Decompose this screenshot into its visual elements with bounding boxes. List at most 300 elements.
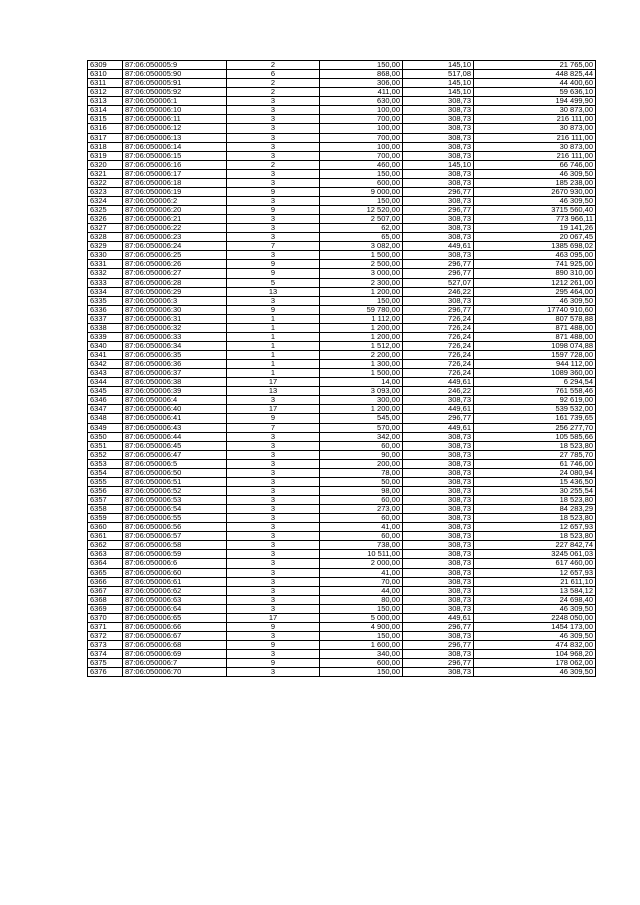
rate-cell: 308,73 xyxy=(403,514,474,523)
cadastral-number: 87:06:050006:35 xyxy=(123,351,227,360)
row-number: 6332 xyxy=(88,269,123,278)
row-number: 6363 xyxy=(88,550,123,559)
value-cell: 227 842,74 xyxy=(474,541,596,550)
value-cell: 17740 910,60 xyxy=(474,305,596,314)
category-cell: 2 xyxy=(227,160,320,169)
table-row xyxy=(88,61,596,70)
area-cell: 150,00 xyxy=(320,668,403,677)
category-cell: 7 xyxy=(227,423,320,432)
rate-cell: 296,77 xyxy=(403,260,474,269)
row-number: 6339 xyxy=(88,332,123,341)
table-row xyxy=(88,296,596,305)
cadastral-number: 87:06:050006:24 xyxy=(123,242,227,251)
category-cell: 3 xyxy=(227,196,320,205)
area-cell: 12 520,00 xyxy=(320,206,403,215)
table-row xyxy=(88,577,596,586)
row-number: 6329 xyxy=(88,242,123,251)
row-number: 6318 xyxy=(88,142,123,151)
area-cell: 62,00 xyxy=(320,224,403,233)
value-cell: 216 111,00 xyxy=(474,151,596,160)
cadastral-number: 87:06:050006:23 xyxy=(123,233,227,242)
value-cell: 1385 698,02 xyxy=(474,242,596,251)
category-cell: 5 xyxy=(227,278,320,287)
value-cell: 46 309,50 xyxy=(474,296,596,305)
cadastral-number: 87:06:050006:70 xyxy=(123,668,227,677)
rate-cell: 527,07 xyxy=(403,278,474,287)
value-cell: 1597 728,00 xyxy=(474,351,596,360)
table-row xyxy=(88,595,596,604)
rate-cell: 726,24 xyxy=(403,341,474,350)
row-number: 6368 xyxy=(88,595,123,604)
rate-cell: 449,61 xyxy=(403,242,474,251)
area-cell: 41,00 xyxy=(320,568,403,577)
area-cell: 1 200,00 xyxy=(320,323,403,332)
cadastral-number: 87:06:050006:51 xyxy=(123,477,227,486)
category-cell: 3 xyxy=(227,550,320,559)
area-cell: 1 200,00 xyxy=(320,405,403,414)
row-number: 6373 xyxy=(88,641,123,650)
category-cell: 7 xyxy=(227,242,320,251)
category-cell: 3 xyxy=(227,178,320,187)
category-cell: 3 xyxy=(227,169,320,178)
rate-cell: 726,24 xyxy=(403,369,474,378)
row-number: 6375 xyxy=(88,659,123,668)
area-cell: 700,00 xyxy=(320,115,403,124)
cadastral-number: 87:06:050006:57 xyxy=(123,532,227,541)
cadastral-number: 87:06:050006:52 xyxy=(123,486,227,495)
category-cell: 3 xyxy=(227,233,320,242)
category-cell: 3 xyxy=(227,106,320,115)
cadastral-number: 87:06:050006:36 xyxy=(123,360,227,369)
row-number: 6350 xyxy=(88,432,123,441)
rate-cell: 145,10 xyxy=(403,61,474,70)
rate-cell: 517,08 xyxy=(403,70,474,79)
cadastral-number: 87:06:050006:40 xyxy=(123,405,227,414)
area-cell: 868,00 xyxy=(320,70,403,79)
rate-cell: 308,73 xyxy=(403,496,474,505)
rate-cell: 308,73 xyxy=(403,133,474,142)
area-cell: 150,00 xyxy=(320,296,403,305)
cadastral-number: 87:06:050006:39 xyxy=(123,387,227,396)
area-cell: 100,00 xyxy=(320,142,403,151)
cadastral-number: 87:06:050006:25 xyxy=(123,251,227,260)
area-cell: 2 000,00 xyxy=(320,559,403,568)
area-cell: 342,00 xyxy=(320,432,403,441)
value-cell: 2248 050,00 xyxy=(474,613,596,622)
row-number: 6331 xyxy=(88,260,123,269)
category-cell: 3 xyxy=(227,505,320,514)
area-cell: 4 900,00 xyxy=(320,622,403,631)
table-row xyxy=(88,196,596,205)
category-cell: 9 xyxy=(227,206,320,215)
row-number: 6344 xyxy=(88,378,123,387)
area-cell: 1 600,00 xyxy=(320,641,403,650)
value-cell: 1098 074,88 xyxy=(474,341,596,350)
cadastral-number: 87:06:050006:45 xyxy=(123,441,227,450)
area-cell: 3 082,00 xyxy=(320,242,403,251)
area-cell: 50,00 xyxy=(320,477,403,486)
table-row xyxy=(88,160,596,169)
rate-cell: 308,73 xyxy=(403,106,474,115)
row-number: 6313 xyxy=(88,97,123,106)
area-cell: 700,00 xyxy=(320,133,403,142)
row-number: 6340 xyxy=(88,341,123,350)
category-cell: 2 xyxy=(227,61,320,70)
rate-cell: 308,73 xyxy=(403,432,474,441)
table-row xyxy=(88,586,596,595)
category-cell: 2 xyxy=(227,88,320,97)
rate-cell: 145,10 xyxy=(403,79,474,88)
cadastral-number: 87:06:050006:20 xyxy=(123,206,227,215)
category-cell: 3 xyxy=(227,459,320,468)
rate-cell: 726,24 xyxy=(403,323,474,332)
category-cell: 13 xyxy=(227,387,320,396)
category-cell: 17 xyxy=(227,378,320,387)
value-cell: 161 739,65 xyxy=(474,414,596,423)
rate-cell: 296,77 xyxy=(403,187,474,196)
row-number: 6326 xyxy=(88,215,123,224)
cadastral-number: 87:06:050006:2 xyxy=(123,196,227,205)
table-row xyxy=(88,641,596,650)
area-cell: 150,00 xyxy=(320,169,403,178)
value-cell: 18 523,80 xyxy=(474,514,596,523)
area-cell: 44,00 xyxy=(320,586,403,595)
table-row xyxy=(88,505,596,514)
cadastral-number: 87:06:050006:58 xyxy=(123,541,227,550)
value-cell: 20 067,45 xyxy=(474,233,596,242)
rate-cell: 308,73 xyxy=(403,178,474,187)
table-row xyxy=(88,224,596,233)
table-row xyxy=(88,423,596,432)
cadastral-number: 87:06:050006:4 xyxy=(123,396,227,405)
category-cell: 3 xyxy=(227,432,320,441)
rate-cell: 308,73 xyxy=(403,115,474,124)
category-cell: 3 xyxy=(227,396,320,405)
category-cell: 3 xyxy=(227,124,320,133)
cadastral-number: 87:06:050006:16 xyxy=(123,160,227,169)
category-cell: 3 xyxy=(227,486,320,495)
row-number: 6365 xyxy=(88,568,123,577)
value-cell: 463 095,00 xyxy=(474,251,596,260)
row-number: 6364 xyxy=(88,559,123,568)
rate-cell: 296,77 xyxy=(403,641,474,650)
value-cell: 24 080,94 xyxy=(474,468,596,477)
category-cell: 17 xyxy=(227,613,320,622)
row-number: 6338 xyxy=(88,323,123,332)
rate-cell: 308,73 xyxy=(403,251,474,260)
area-cell: 1 300,00 xyxy=(320,360,403,369)
cadastral-number: 87:06:050006:44 xyxy=(123,432,227,441)
cadastral-number: 87:06:050006:5 xyxy=(123,459,227,468)
area-cell: 60,00 xyxy=(320,532,403,541)
rate-cell: 449,61 xyxy=(403,405,474,414)
row-number: 6309 xyxy=(88,61,123,70)
cadastral-number: 87:06:050005:92 xyxy=(123,88,227,97)
category-cell: 1 xyxy=(227,332,320,341)
value-cell: 46 309,50 xyxy=(474,196,596,205)
area-cell: 1 200,00 xyxy=(320,332,403,341)
table-row xyxy=(88,477,596,486)
area-cell: 78,00 xyxy=(320,468,403,477)
row-number: 6341 xyxy=(88,351,123,360)
category-cell: 1 xyxy=(227,341,320,350)
row-number: 6351 xyxy=(88,441,123,450)
value-cell: 105 585,66 xyxy=(474,432,596,441)
cadastral-number: 87:06:050006:32 xyxy=(123,323,227,332)
area-cell: 59 780,00 xyxy=(320,305,403,314)
table-row xyxy=(88,559,596,568)
value-cell: 46 309,50 xyxy=(474,668,596,677)
rate-cell: 308,73 xyxy=(403,224,474,233)
row-number: 6324 xyxy=(88,196,123,205)
rate-cell: 308,73 xyxy=(403,550,474,559)
value-cell: 1454 173,00 xyxy=(474,622,596,631)
cadastral-number: 87:06:050006:43 xyxy=(123,423,227,432)
cadastral-number: 87:06:050006:7 xyxy=(123,659,227,668)
area-cell: 200,00 xyxy=(320,459,403,468)
row-number: 6330 xyxy=(88,251,123,260)
category-cell: 9 xyxy=(227,260,320,269)
category-cell: 6 xyxy=(227,70,320,79)
value-cell: 185 238,00 xyxy=(474,178,596,187)
value-cell: 27 785,70 xyxy=(474,450,596,459)
area-cell: 60,00 xyxy=(320,514,403,523)
category-cell: 3 xyxy=(227,477,320,486)
cadastral-number: 87:06:050006:30 xyxy=(123,305,227,314)
rate-cell: 726,24 xyxy=(403,360,474,369)
area-cell: 411,00 xyxy=(320,88,403,97)
category-cell: 3 xyxy=(227,650,320,659)
category-cell: 3 xyxy=(227,441,320,450)
rate-cell: 308,73 xyxy=(403,486,474,495)
area-cell: 80,00 xyxy=(320,595,403,604)
area-cell: 150,00 xyxy=(320,631,403,640)
cadastral-number: 87:06:050006:13 xyxy=(123,133,227,142)
cadastral-number: 87:06:050006:60 xyxy=(123,568,227,577)
value-cell: 18 523,80 xyxy=(474,496,596,505)
row-number: 6352 xyxy=(88,450,123,459)
category-cell: 1 xyxy=(227,314,320,323)
category-cell: 3 xyxy=(227,631,320,640)
area-cell: 3 000,00 xyxy=(320,269,403,278)
row-number: 6348 xyxy=(88,414,123,423)
table-row xyxy=(88,369,596,378)
table-row xyxy=(88,151,596,160)
category-cell: 3 xyxy=(227,577,320,586)
value-cell: 871 488,00 xyxy=(474,323,596,332)
rate-cell: 726,24 xyxy=(403,351,474,360)
value-cell: 19 141,26 xyxy=(474,224,596,233)
value-cell: 448 825,44 xyxy=(474,70,596,79)
cadastral-number: 87:06:050006:67 xyxy=(123,631,227,640)
category-cell: 9 xyxy=(227,269,320,278)
value-cell: 13 584,12 xyxy=(474,586,596,595)
value-cell: 66 746,00 xyxy=(474,160,596,169)
cadastral-number: 87:06:050006:33 xyxy=(123,332,227,341)
rate-cell: 308,73 xyxy=(403,650,474,659)
cadastral-number: 87:06:050006:47 xyxy=(123,450,227,459)
category-cell: 3 xyxy=(227,604,320,613)
cadastral-number: 87:06:050006:29 xyxy=(123,287,227,296)
row-number: 6335 xyxy=(88,296,123,305)
row-number: 6315 xyxy=(88,115,123,124)
value-cell: 617 460,00 xyxy=(474,559,596,568)
category-cell: 3 xyxy=(227,115,320,124)
rate-cell: 308,73 xyxy=(403,604,474,613)
row-number: 6343 xyxy=(88,369,123,378)
cadastral-number: 87:06:050006:28 xyxy=(123,278,227,287)
rate-cell: 145,10 xyxy=(403,88,474,97)
table-row xyxy=(88,124,596,133)
area-cell: 98,00 xyxy=(320,486,403,495)
area-cell: 600,00 xyxy=(320,659,403,668)
table-row xyxy=(88,514,596,523)
table-row xyxy=(88,432,596,441)
cadastral-number: 87:06:050006:59 xyxy=(123,550,227,559)
rate-cell: 308,73 xyxy=(403,124,474,133)
area-cell: 60,00 xyxy=(320,496,403,505)
area-cell: 2 507,00 xyxy=(320,215,403,224)
value-cell: 761 558,46 xyxy=(474,387,596,396)
category-cell: 3 xyxy=(227,97,320,106)
area-cell: 90,00 xyxy=(320,450,403,459)
table-row xyxy=(88,314,596,323)
category-cell: 17 xyxy=(227,405,320,414)
table-row xyxy=(88,215,596,224)
table-row xyxy=(88,414,596,423)
cadastral-number: 87:06:050006:55 xyxy=(123,514,227,523)
value-cell: 741 925,00 xyxy=(474,260,596,269)
area-cell: 70,00 xyxy=(320,577,403,586)
table-row xyxy=(88,486,596,495)
row-number: 6334 xyxy=(88,287,123,296)
row-number: 6359 xyxy=(88,514,123,523)
cadastral-number: 87:06:050006:3 xyxy=(123,296,227,305)
value-cell: 2670 930,00 xyxy=(474,187,596,196)
table-row xyxy=(88,206,596,215)
row-number: 6333 xyxy=(88,278,123,287)
row-number: 6346 xyxy=(88,396,123,405)
category-cell: 3 xyxy=(227,296,320,305)
table-row xyxy=(88,97,596,106)
row-number: 6311 xyxy=(88,79,123,88)
row-number: 6369 xyxy=(88,604,123,613)
area-cell: 2 500,00 xyxy=(320,260,403,269)
area-cell: 1 512,00 xyxy=(320,341,403,350)
area-cell: 2 300,00 xyxy=(320,278,403,287)
cadastral-number: 87:06:050006:69 xyxy=(123,650,227,659)
value-cell: 6 294,54 xyxy=(474,378,596,387)
value-cell: 30 873,00 xyxy=(474,106,596,115)
value-cell: 61 746,00 xyxy=(474,459,596,468)
value-cell: 18 523,80 xyxy=(474,532,596,541)
area-cell: 1 500,00 xyxy=(320,369,403,378)
value-cell: 773 966,11 xyxy=(474,215,596,224)
row-number: 6372 xyxy=(88,631,123,640)
area-cell: 60,00 xyxy=(320,441,403,450)
area-cell: 300,00 xyxy=(320,396,403,405)
row-number: 6357 xyxy=(88,496,123,505)
rate-cell: 308,73 xyxy=(403,532,474,541)
table-row xyxy=(88,387,596,396)
table-row xyxy=(88,604,596,613)
area-cell: 545,00 xyxy=(320,414,403,423)
value-cell: 1212 261,00 xyxy=(474,278,596,287)
rate-cell: 308,73 xyxy=(403,668,474,677)
cadastral-number: 87:06:050006:56 xyxy=(123,523,227,532)
cadastral-number: 87:06:050006:63 xyxy=(123,595,227,604)
area-cell: 273,00 xyxy=(320,505,403,514)
table-row xyxy=(88,468,596,477)
cadastral-number: 87:06:050006:10 xyxy=(123,106,227,115)
rate-cell: 308,73 xyxy=(403,595,474,604)
rate-cell: 296,77 xyxy=(403,659,474,668)
category-cell: 3 xyxy=(227,468,320,477)
row-number: 6349 xyxy=(88,423,123,432)
row-number: 6336 xyxy=(88,305,123,314)
table-row xyxy=(88,88,596,97)
category-cell: 3 xyxy=(227,559,320,568)
rate-cell: 308,73 xyxy=(403,631,474,640)
category-cell: 9 xyxy=(227,414,320,423)
rate-cell: 308,73 xyxy=(403,468,474,477)
rate-cell: 308,73 xyxy=(403,396,474,405)
category-cell: 3 xyxy=(227,586,320,595)
cadastral-number: 87:06:050006:65 xyxy=(123,613,227,622)
table-row xyxy=(88,613,596,622)
value-cell: 46 309,50 xyxy=(474,631,596,640)
rate-cell: 308,73 xyxy=(403,215,474,224)
rate-cell: 296,77 xyxy=(403,269,474,278)
area-cell: 460,00 xyxy=(320,160,403,169)
table-row xyxy=(88,251,596,260)
category-cell: 3 xyxy=(227,514,320,523)
rate-cell: 308,73 xyxy=(403,196,474,205)
value-cell: 30 255,54 xyxy=(474,486,596,495)
table-row xyxy=(88,70,596,79)
row-number: 6361 xyxy=(88,532,123,541)
category-cell: 9 xyxy=(227,659,320,668)
value-cell: 871 488,00 xyxy=(474,332,596,341)
cadastral-number: 87:06:050006:53 xyxy=(123,496,227,505)
cadastral-number: 87:06:050006:17 xyxy=(123,169,227,178)
area-cell: 100,00 xyxy=(320,106,403,115)
category-cell: 3 xyxy=(227,251,320,260)
value-cell: 46 309,50 xyxy=(474,169,596,178)
rate-cell: 449,61 xyxy=(403,378,474,387)
table-row xyxy=(88,133,596,142)
table-row xyxy=(88,568,596,577)
category-cell: 3 xyxy=(227,151,320,160)
row-number: 6316 xyxy=(88,124,123,133)
value-cell: 178 062,00 xyxy=(474,659,596,668)
category-cell: 3 xyxy=(227,224,320,233)
table-row xyxy=(88,278,596,287)
table-row xyxy=(88,305,596,314)
cadastral-number: 87:06:050006:14 xyxy=(123,142,227,151)
value-cell: 30 873,00 xyxy=(474,142,596,151)
row-number: 6322 xyxy=(88,178,123,187)
area-cell: 2 200,00 xyxy=(320,351,403,360)
rate-cell: 308,73 xyxy=(403,523,474,532)
area-cell: 630,00 xyxy=(320,97,403,106)
rate-cell: 308,73 xyxy=(403,586,474,595)
rate-cell: 308,73 xyxy=(403,233,474,242)
parcel-table-body xyxy=(88,61,596,677)
area-cell: 5 000,00 xyxy=(320,613,403,622)
area-cell: 738,00 xyxy=(320,541,403,550)
category-cell: 3 xyxy=(227,523,320,532)
